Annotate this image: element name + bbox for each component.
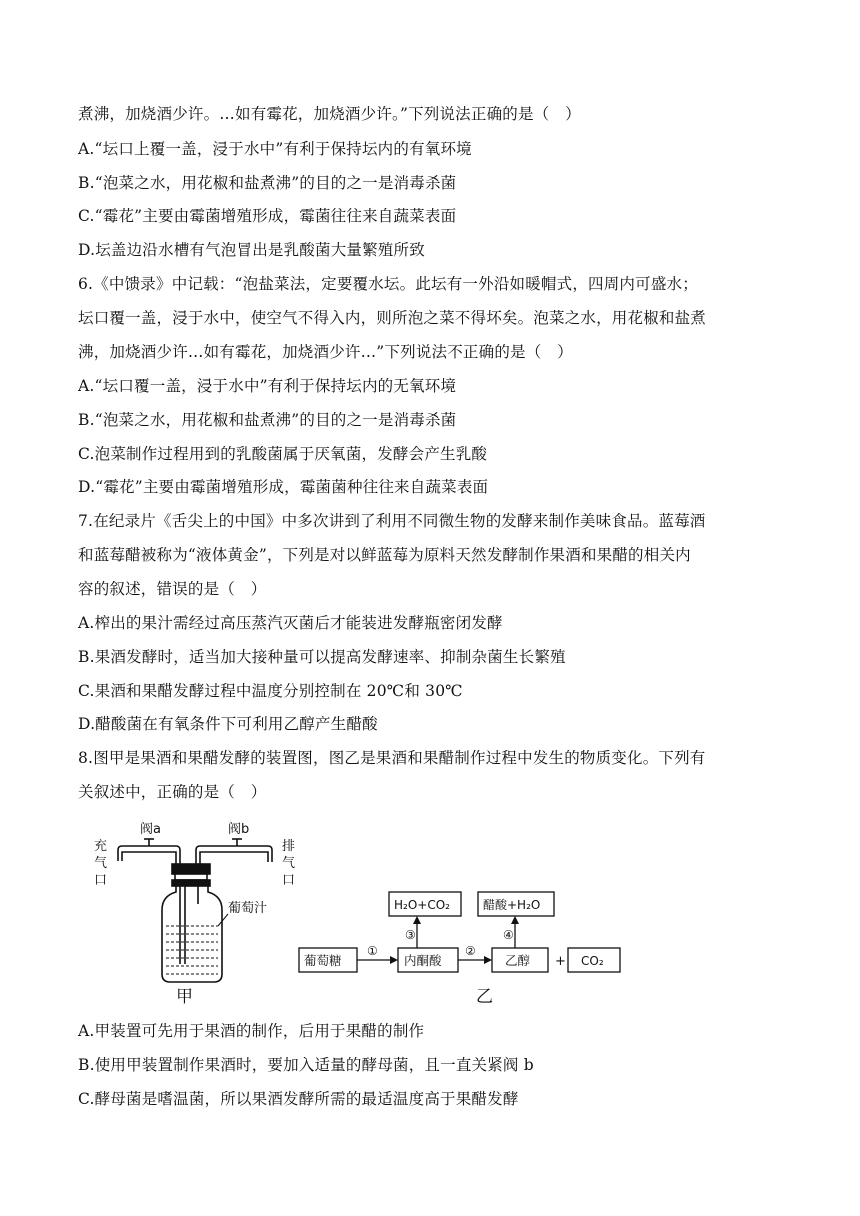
option-a: A.榨出的果汁需经过高压蒸汽灭菌后才能装进发酵瓶密闭发酵 — [78, 614, 503, 632]
question-7-line: 和蓝莓醋被称为“液体黄金”，下列是对以鲜蓝莓为原料天然发酵制作果酒和果醋的相关内 — [78, 546, 691, 564]
step-1-label: ① — [367, 944, 378, 958]
pathway-diagram — [299, 892, 620, 972]
inlet-label: 口 — [94, 873, 108, 888]
glucose-label: 葡萄糖 — [304, 953, 342, 968]
option-b: B.果酒发酵时，适当加大接种量可以提高发酵速率、抑制杂菌生长繁殖 — [78, 648, 566, 666]
outlet-label: 排 — [282, 839, 296, 854]
acetic-acid-label: 醋酸+H₂O — [483, 898, 541, 912]
outlet-label: 气 — [282, 856, 296, 871]
grape-juice-label: 葡萄汁 — [228, 901, 268, 916]
step-2-label: ② — [465, 944, 476, 958]
option-c: C.酵母菌是嗜温菌，所以果酒发酵所需的最适温度高于果醋发酵 — [78, 1090, 519, 1108]
option-c: C.“霉花”主要由霉菌增殖形成，霉菌往往来自蔬菜表面 — [78, 207, 457, 225]
option-c: C.果酒和果醋发酵过程中温度分别控制在 20℃和 30℃ — [78, 682, 463, 700]
question-8-line: 关叙述中，正确的是（ ） — [78, 783, 267, 801]
option-a: A.甲装置可先用于果酒的制作，后用于果醋的制作 — [78, 1022, 425, 1040]
question-6-line: 坛口覆一盖，浸于水中，使空气不得入内，则所泡之菜不得坏矣。泡菜之水，用花椒和盐煮 — [78, 309, 707, 327]
text-line: 煮沸，加烧酒少许。…如有霉花，加烧酒少许。”下列说法正确的是（ ） — [78, 105, 581, 123]
option-b: B.“泡菜之水，用花椒和盐煮沸”的目的之一是消毒杀菌 — [78, 174, 457, 192]
question-6-line: 沸，加烧酒少许…如有霉花，加烧酒少许…”下列说法不正确的是（ ） — [78, 343, 573, 361]
fermentation-figure — [78, 806, 638, 1006]
plus-sign: + — [555, 954, 566, 969]
co2-label: CO₂ — [581, 954, 604, 968]
question-7-line: 7.在纪录片《舌尖上的中国》中多次讲到了利用不同微生物的发酵来制作美味食品。蓝莓酒 — [78, 512, 706, 530]
option-b: B.使用甲装置制作果酒时，要加入适量的酵母菌，且一直关紧阀 b — [78, 1056, 534, 1074]
option-c: C.泡菜制作过程用到的乳酸菌属于厌氧菌，发酵会产生乳酸 — [78, 445, 488, 463]
grape-juice-liquid — [166, 926, 218, 974]
pyruvate-label: 内酮酸 — [404, 953, 442, 968]
question-7-line: 容的叙述，错误的是（ ） — [78, 580, 267, 598]
inlet-label: 充 — [94, 839, 108, 854]
option-a: A.“坛口覆一盖，浸于水中”有利于保持坛内的无氧环境 — [78, 377, 457, 395]
option-b: B.“泡菜之水，用花椒和盐煮沸”的目的之一是消毒杀菌 — [78, 411, 457, 429]
step-4-label: ④ — [503, 928, 514, 942]
figure-yi-caption: 乙 — [476, 987, 493, 1006]
figure-jia-caption: 甲 — [176, 987, 193, 1006]
question-6-line: 6.《中馈录》中记载：“泡盐菜法，定要覆水坛。此坛有一外沿如暖帽式，四周内可盛水； — [78, 275, 698, 293]
valve-a-label: 阀a — [140, 822, 161, 837]
inlet-label: 气 — [94, 856, 108, 871]
valve-b-label: 阀b — [228, 822, 250, 837]
outlet-label: 口 — [282, 873, 296, 888]
ethanol-label: 乙醇 — [505, 953, 531, 968]
option-d: D.“霉花”主要由霉菌增殖形成，霉菌菌种往往来自蔬菜表面 — [78, 478, 489, 496]
question-8-line: 8.图甲是果酒和果醋发酵的装置图，图乙是果酒和果醋制作过程中发生的物质变化。下列有 — [78, 749, 706, 767]
step-3-label: ③ — [405, 928, 416, 942]
h2o-co2-label: H₂O+CO₂ — [394, 898, 450, 912]
option-d: D.坛盖边沿水槽有气泡冒出是乳酸菌大量繁殖所致 — [78, 241, 425, 259]
option-d: D.醋酸菌在有氧条件下可利用乙醇产生醋酸 — [78, 715, 378, 733]
option-a: A.“坛口上覆一盖，浸于水中”有利于保持坛内的有氧环境 — [78, 140, 472, 158]
